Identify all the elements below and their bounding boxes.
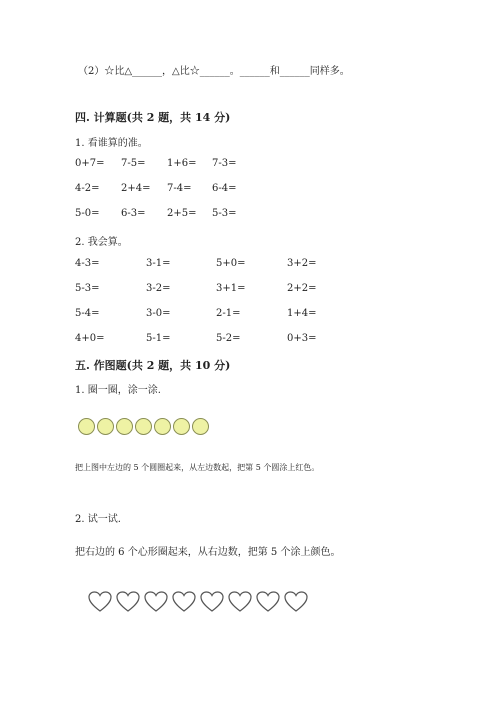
calc-item: 5-2= bbox=[216, 333, 241, 344]
calc-item: 5-4= bbox=[75, 308, 100, 319]
calc-item: 4+0= bbox=[75, 333, 105, 344]
calc-item: 6-4= bbox=[212, 183, 237, 194]
calc-item: 3-1= bbox=[146, 258, 171, 269]
calc-item: 3+2= bbox=[287, 258, 317, 269]
calc-item: 2+4= bbox=[121, 183, 151, 194]
calc-item: 7-5= bbox=[121, 158, 146, 169]
heart-icon[interactable] bbox=[172, 591, 196, 613]
calc-item: 5+0= bbox=[216, 258, 246, 269]
calc-item: 1+6= bbox=[167, 158, 197, 169]
calc-item: 2+5= bbox=[167, 208, 197, 219]
heart-icon[interactable] bbox=[228, 591, 252, 613]
calc-item: 7-4= bbox=[167, 183, 192, 194]
section-4-q1-title: 1. 看谁算的准。 bbox=[75, 138, 148, 149]
circle[interactable] bbox=[135, 418, 152, 435]
calc-item: 4-3= bbox=[75, 258, 100, 269]
calc-item: 3+1= bbox=[216, 283, 246, 294]
circle[interactable] bbox=[192, 418, 209, 435]
calc-item: 6-3= bbox=[121, 208, 146, 219]
section-5-q1-instruction: 把上图中左边的 5 个圆圈起来，从左边数起，把第 5 个圆涂上红色。 bbox=[75, 463, 320, 472]
calc-item: 2+2= bbox=[287, 283, 317, 294]
calc-item: 3-0= bbox=[146, 308, 171, 319]
section-5-q2-instruction: 把右边的 6 个心形圈起来，从右边数，把第 5 个涂上颜色。 bbox=[75, 547, 341, 558]
calc-item: 1+4= bbox=[287, 308, 317, 319]
section-5-title: 五. 作图题(共 2 题，共 10 分) bbox=[75, 359, 231, 372]
section-4-title: 四. 计算题(共 2 题，共 14 分) bbox=[75, 111, 231, 124]
heart-icon[interactable] bbox=[200, 591, 224, 613]
question-2-comparison: （2）☆比△______，△比☆______。______和______同样多。 bbox=[78, 66, 350, 77]
calc-item: 4-2= bbox=[75, 183, 100, 194]
calc-item: 0+3= bbox=[287, 333, 317, 344]
heart-icon[interactable] bbox=[144, 591, 168, 613]
heart-icon[interactable] bbox=[256, 591, 280, 613]
section-4-q2-title: 2. 我会算。 bbox=[75, 237, 128, 248]
heart-icon[interactable] bbox=[284, 591, 308, 613]
calc-item: 5-3= bbox=[75, 283, 100, 294]
circle[interactable] bbox=[97, 418, 114, 435]
section-5-q2-title: 2. 试一试. bbox=[75, 514, 121, 525]
calc-item: 7-3= bbox=[212, 158, 237, 169]
calc-item: 0+7= bbox=[75, 158, 105, 169]
section-5-q1-title: 1. 圈一圈，涂一涂. bbox=[75, 385, 161, 396]
calc-item: 3-2= bbox=[146, 283, 171, 294]
circle[interactable] bbox=[154, 418, 171, 435]
circle[interactable] bbox=[173, 418, 190, 435]
heart-icon[interactable] bbox=[88, 591, 112, 613]
calc-item: 5-1= bbox=[146, 333, 171, 344]
calc-item: 5-0= bbox=[75, 208, 100, 219]
circle[interactable] bbox=[78, 418, 95, 435]
heart-icon[interactable] bbox=[116, 591, 140, 613]
circle[interactable] bbox=[116, 418, 133, 435]
calc-item: 5-3= bbox=[212, 208, 237, 219]
calc-item: 2-1= bbox=[216, 308, 241, 319]
